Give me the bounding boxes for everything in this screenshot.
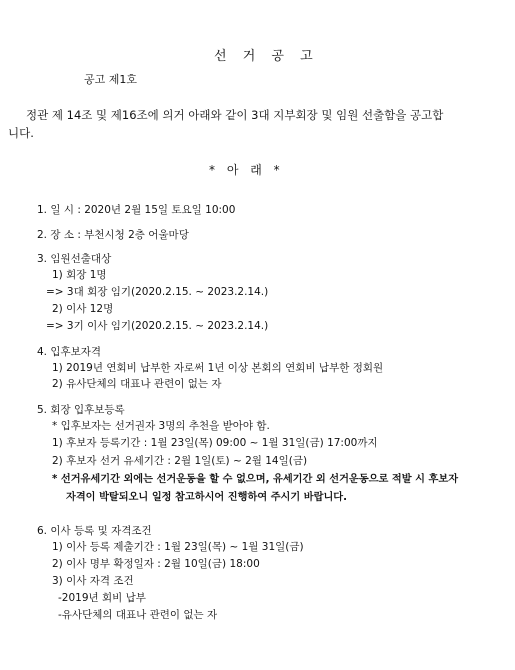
director-registration-line: 2) 이사 명부 확정일자 : 2월 10일(금) 18:00 bbox=[52, 558, 260, 570]
election-targets-line: 2) 이사 12명 bbox=[52, 303, 114, 315]
item-candidate-qualification-title: 4. 입후보자격 bbox=[37, 346, 102, 358]
election-targets-line: => 3대 회장 임기(2020.2.15. ~ 2023.2.14.) bbox=[46, 286, 269, 298]
preamble-line-1: 정관 제 14조 및 제16조에 의거 아래와 같이 3대 지부회장 및 임원 선출함을 공고합 bbox=[26, 108, 444, 122]
document-title: 선 거 공 고 bbox=[214, 49, 319, 64]
election-targets-line: => 3기 이사 임기(2020.2.15. ~ 2023.2.14.) bbox=[46, 320, 269, 332]
director-registration-line: 3) 이사 자격 조건 bbox=[52, 575, 134, 587]
item-president-registration-title: 5. 회장 입후보등록 bbox=[37, 404, 125, 416]
president-registration-line: 1) 후보자 등록기간 : 1월 23일(목) 09:00 ~ 1월 31일(금) 17:00까지 bbox=[52, 437, 378, 449]
preamble-line-2: 니다. bbox=[8, 126, 34, 140]
warning-line-2: 자격이 박탈되오니 일정 참고하시어 진행하여 주시기 바랍니다. bbox=[66, 492, 348, 503]
director-registration-line: 1) 이사 등록 제출기간 : 1월 23일(목) ~ 1월 31일(금) bbox=[52, 541, 304, 553]
item-director-registration-title: 6. 이사 등록 및 자격조건 bbox=[37, 525, 152, 537]
candidate-qualification-line: 1) 2019년 연회비 납부한 자로써 1년 이상 본회의 연회비 납부한 정회원 bbox=[52, 362, 384, 374]
item-date: 1. 일 시 : 2020년 2월 15일 토요일 10:00 bbox=[37, 204, 236, 216]
candidate-qualification-line: 2) 유사단체의 대표나 관련이 없는 자 bbox=[52, 378, 222, 390]
item-election-targets-title: 3. 임원선출대상 bbox=[37, 253, 112, 265]
director-registration-line: -유사단체의 대표나 관련이 없는 자 bbox=[58, 609, 218, 621]
item-place: 2. 장 소 : 부천시청 2층 어울마당 bbox=[37, 229, 189, 241]
warning-line-1: * 선거유세기간 외에는 선거운동을 할 수 없으며, 유세기간 외 선거운동으로 적발 시 후보자 bbox=[52, 474, 459, 485]
director-registration-line: -2019년 회비 납부 bbox=[58, 592, 146, 604]
president-registration-line: 2) 후보자 선거 유세기간 : 2월 1일(토) ~ 2월 14일(금) bbox=[52, 455, 308, 467]
election-targets-line: 1) 회장 1명 bbox=[52, 269, 107, 281]
notice-number: 공고 제1호 bbox=[84, 73, 137, 86]
section-heading: * 아 래 * bbox=[209, 163, 284, 177]
president-registration-line: * 입후보자는 선거권자 3명의 추천을 받아야 함. bbox=[52, 420, 270, 432]
